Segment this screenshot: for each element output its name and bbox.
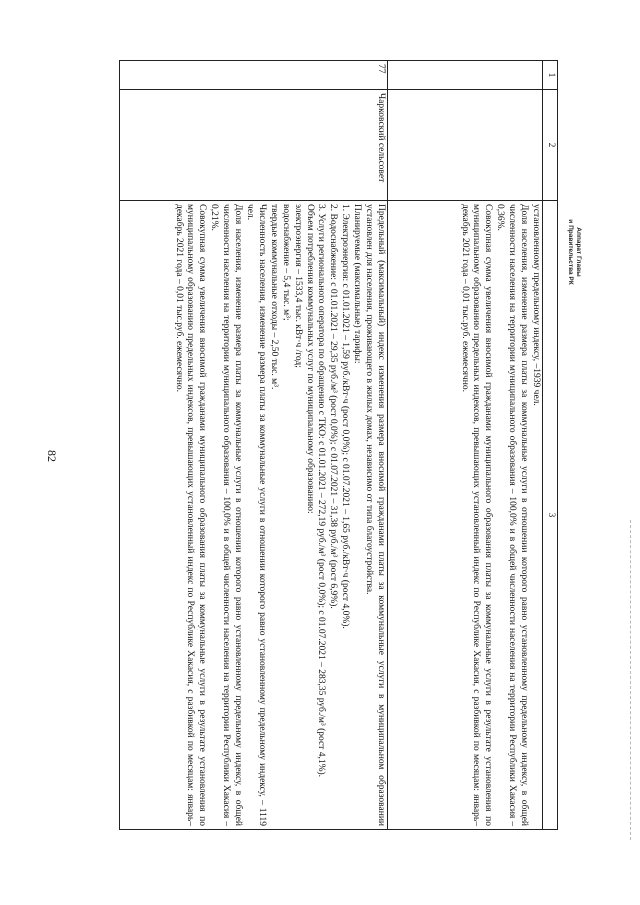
detail-line: Доля населения, изменение размера платы за коммунальные услуги в отношении которого равно установленному предельному индексу, в общей численности населения на территории муниципального образования – 100,0% и в общей численности населения на территории Республики Хакасия – 0,21%. — [209, 204, 244, 826]
row-number: 77 — [120, 61, 388, 90]
detail-line: Объем потребления коммунальных услуг по муниципальному образованию: — [304, 204, 315, 514]
detail-line: электроэнергия – 1533,4 тыс. кВт·ч /год; — [292, 204, 303, 368]
detail-line: Численность населения, изменение размера платы за коммунальные услуги в отношении которого равно установленному предельному индексу, – 1119 чел. — [245, 204, 267, 826]
municipality-name: Чарковский сельсовет — [120, 90, 388, 201]
municipality-name — [388, 90, 543, 201]
header-col-1: 1 — [543, 61, 558, 90]
detail-line: водоснабжение – 5,4 тыс. м³; — [280, 204, 291, 321]
document-sheet — [106, 60, 558, 830]
detail-line: Совокупная сумма увеличения вносимой гражданами муниципального образования платы за коммунальные услуги в результате установления по муниципальному образованию предельных индексов, превышающих установленный индекс по Республике Хакасия, с разбивкой по месяцам: январь–декабрь 2021 года – 0,01 тыс.руб. ежемесячно. — [459, 204, 494, 826]
detail-line: Доля населения, изменение размера платы за коммунальные услуги в отношении которого равно установленному предельному индексу, в общей численности населения на территории муниципального образования – 100,0% и в общей численности населения на территории Республики Хакасия – 0,36%. — [495, 204, 530, 826]
scan-margin-mark — [630, 520, 632, 840]
tariff-table — [119, 60, 558, 830]
stamp-line-2: и Правительства РК — [567, 219, 574, 285]
detail-line: Предельный (максимальный) индекс изменения размера вносимой гражданами платы за коммунальные услуги в муниципальном образовании установлен для населения, проживающего в жилых домах, независимо от типа благоустройства. — [364, 204, 386, 826]
stamp-line-1: Аппарат Главы — [575, 227, 582, 277]
header-col-2: 2 — [543, 90, 558, 201]
detail-line: 2. Водоснабжение: с 01.01.2021 – 29,35 руб./м³ (рост 0,0%); с 01.07.2021 – 31,38 руб./м³ (рост 6,9%). — [328, 204, 339, 609]
header-col-3: 3 — [543, 201, 558, 830]
detail-line: Совокупная сумма увеличения вносимой гражданами муниципального образования платы за коммунальные услуги в результате установления по муниципальному образованию предельных индексов, превышающих установленный индекс по Республике Хакасия, с разбивкой по месяцам: январь–декабрь 2021 года – 0,01 тыс.руб. ежемесячно. — [173, 204, 208, 826]
row-number — [388, 61, 543, 90]
page-number: 82 — [45, 450, 59, 462]
detail-line: твердые коммунальные отходы – 2,50 тыс. м³. — [268, 204, 279, 390]
detail-line: установленному предельному индексу, –1939 чел. — [531, 204, 541, 406]
table-row — [120, 61, 388, 830]
detail-line: 3. Услуги регионального оператора по обращению с ТКО: с 01.01.2021 – 272,19 руб./м³ (рост 0,0%); с 01.07.2021 – 283,35 руб./м³ (рост 4,1%). — [316, 204, 327, 778]
row-details — [120, 201, 388, 830]
office-stamp — [566, 212, 582, 292]
detail-line: Планируемые (максимальные) тарифы: — [352, 204, 363, 364]
table-header-row — [543, 61, 558, 830]
row-details — [388, 201, 543, 830]
detail-line: 1. Электроэнергия: с 01.01.2021 – 1,59 руб./кВт·ч (рост 0,0%); с 01.07.2021 – 1,65 руб./кВт·ч (рост 4,0%). — [340, 204, 351, 629]
table-row — [388, 61, 543, 830]
